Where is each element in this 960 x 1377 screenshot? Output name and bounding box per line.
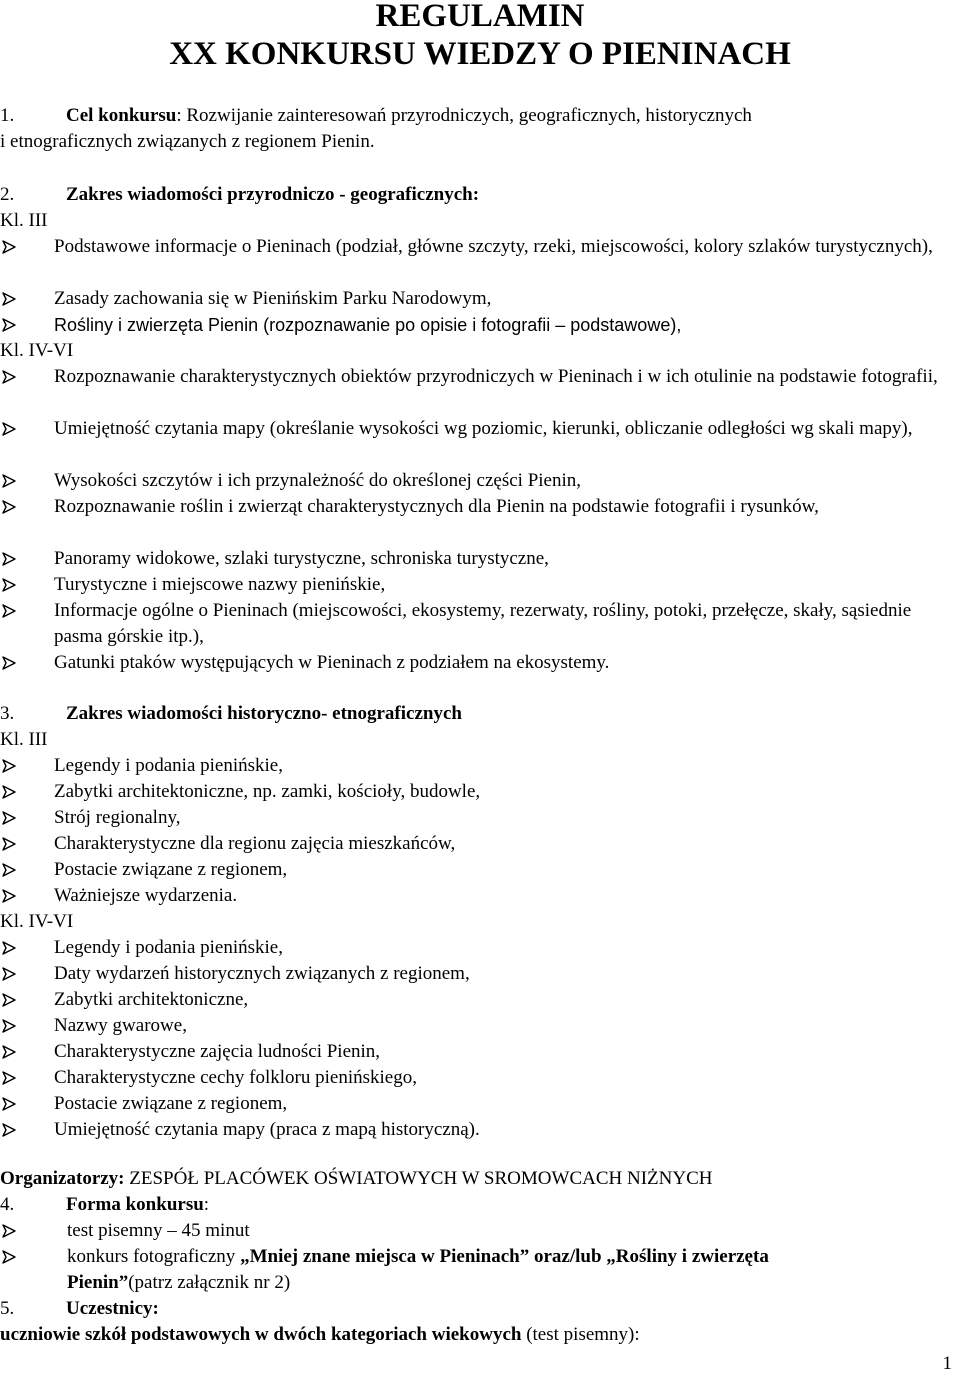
list-item bbox=[0, 364, 956, 416]
list-item bbox=[0, 416, 956, 468]
section-5-heading-line bbox=[0, 1296, 956, 1322]
arrow-bullet-icon bbox=[2, 1039, 24, 1059]
section-4-item-2-text bbox=[67, 1244, 956, 1296]
section-4-heading-line bbox=[0, 1192, 956, 1218]
section-4-item-1 bbox=[0, 1218, 956, 1244]
list-item bbox=[0, 494, 956, 546]
section-3-kl3-label: Kl. III bbox=[0, 729, 48, 750]
arrow-bullet-icon bbox=[2, 805, 24, 825]
list-item-text: Umiejętność czytania mapy (praca z mapą historyczną). bbox=[54, 1119, 480, 1140]
arrow-bullet-icon bbox=[2, 831, 24, 851]
arrow-bullet-icon bbox=[2, 935, 24, 955]
organizers-label: Organizatorzy: bbox=[0, 1168, 125, 1189]
section-3-number: 3. bbox=[0, 703, 15, 724]
arrow-bullet-icon bbox=[2, 546, 24, 566]
arrow-bullet-icon bbox=[2, 416, 24, 436]
section-3-heading-line bbox=[0, 701, 956, 727]
section-5-participants-bold: uczniowie szkół podstawowych w dwóch kategoriach wiekowych bbox=[0, 1324, 522, 1345]
arrow-bullet-icon bbox=[2, 753, 24, 773]
list-item-text: Rośliny i zwierzęta Pienin (rozpoznawanie po opisie i fotografii – podstawowe), bbox=[54, 315, 682, 335]
list-item-text: Zabytki architektoniczne, np. zamki, kościoły, budowle, bbox=[54, 781, 481, 802]
arrow-bullet-icon bbox=[2, 779, 24, 799]
list-item-text: Postacie związane z regionem, bbox=[54, 1093, 288, 1114]
page-number: 1 bbox=[942, 1353, 952, 1374]
list-item-text: Rozpoznawanie charakterystycznych obiektów przyrodniczych w Pieninach i w ich otulinie na podstawie fotografii, bbox=[54, 366, 938, 387]
arrow-bullet-icon bbox=[2, 312, 24, 332]
section-4-item-1-text: test pisemny – 45 minut bbox=[67, 1220, 250, 1241]
arrow-bullet-icon bbox=[2, 961, 24, 981]
section-4-label: Forma konkursu bbox=[66, 1194, 204, 1215]
list-item-text: Zasady zachowania się w Pienińskim Parku Narodowym, bbox=[54, 288, 492, 309]
list-item-text: Charakterystyczne zajęcia ludności Pienin, bbox=[54, 1041, 381, 1062]
section-5-participants-line bbox=[0, 1322, 956, 1348]
list-item-text: Umiejętność czytania mapy (określanie wysokości wg poziomic, kierunki, obliczanie odległości wg skali mapy), bbox=[54, 418, 913, 439]
list-item bbox=[0, 805, 956, 831]
title-line-1: REGULAMIN bbox=[375, 0, 585, 34]
list-item-text: Turystyczne i miejscowe nazwy pienińskie, bbox=[54, 574, 386, 595]
list-item bbox=[0, 831, 956, 857]
list-item bbox=[0, 572, 956, 598]
arrow-bullet-icon bbox=[2, 572, 24, 592]
section-2-kl3-label: Kl. III bbox=[0, 210, 48, 231]
arrow-bullet-icon bbox=[2, 1065, 24, 1085]
list-item bbox=[0, 468, 956, 494]
arrow-bullet-icon bbox=[2, 1244, 24, 1264]
section-4-item-2-bold-1: „Mniej znane miejsca w Pieninach” oraz/lub „Rośliny i zwierzęta bbox=[240, 1246, 769, 1267]
section-1-text-continued: i etnograficznych związanych z regionem Pienin. bbox=[0, 131, 375, 152]
list-item bbox=[0, 650, 956, 676]
arrow-bullet-icon bbox=[2, 598, 24, 618]
list-item-text: Postacie związane z regionem, bbox=[54, 859, 288, 880]
list-item bbox=[0, 234, 956, 286]
section-5-label: Uczestnicy: bbox=[66, 1298, 159, 1319]
list-item bbox=[0, 857, 956, 883]
section-3-kl46-label: Kl. IV-VI bbox=[0, 911, 74, 932]
arrow-bullet-icon bbox=[2, 364, 24, 384]
arrow-bullet-icon bbox=[2, 468, 24, 488]
list-item-text: Podstawowe informacje o Pieninach (podział, główne szczyty, rzeki, miejscowości, kolory szlaków turystycznych), bbox=[54, 236, 933, 257]
section-2-heading: Zakres wiadomości przyrodniczo - geograficznych: bbox=[66, 184, 480, 205]
list-item bbox=[0, 598, 956, 650]
section-2-number: 2. bbox=[0, 184, 15, 205]
list-item bbox=[0, 286, 956, 312]
section-1-line bbox=[0, 103, 956, 129]
section-2-kl46-label: Kl. IV-VI bbox=[0, 340, 74, 361]
list-item bbox=[0, 987, 956, 1013]
list-item-text: Charakterystyczne cechy folkloru pienińskiego, bbox=[54, 1067, 417, 1088]
arrow-bullet-icon bbox=[2, 494, 24, 514]
list-item-text: Informacje ogólne o Pieninach (miejscowości, ekosystemy, rezerwaty, rośliny, potoki, przełęcze, skały, sąsiednie pasma górskie itp.), bbox=[54, 600, 912, 647]
list-item bbox=[0, 779, 956, 805]
arrow-bullet-icon bbox=[2, 650, 24, 670]
list-item bbox=[0, 883, 956, 909]
list-item bbox=[0, 1065, 956, 1091]
list-item-text: Rozpoznawanie roślin i zwierząt charakterystycznych dla Pienin na podstawie fotografii i rysunków, bbox=[54, 496, 819, 517]
title-line-2: XX KONKURSU WIEDZY O PIENINACH bbox=[169, 36, 791, 72]
list-item-text: Legendy i podania pienińskie, bbox=[54, 755, 283, 776]
arrow-bullet-icon bbox=[2, 1117, 24, 1137]
list-item bbox=[0, 1091, 956, 1117]
list-item-text: Panoramy widokowe, szlaki turystyczne, schroniska turystyczne, bbox=[54, 548, 549, 569]
section-3-heading: Zakres wiadomości historyczno- etnograficznych bbox=[66, 703, 462, 724]
arrow-bullet-icon bbox=[2, 1091, 24, 1111]
list-item-text: Zabytki architektoniczne, bbox=[54, 989, 249, 1010]
list-item-text: Nazwy gwarowe, bbox=[54, 1015, 187, 1036]
list-item-text: Charakterystyczne dla regionu zajęcia mieszkańców, bbox=[54, 833, 456, 854]
list-item bbox=[0, 546, 956, 572]
arrow-bullet-icon bbox=[2, 234, 24, 254]
list-item-text: Daty wydarzeń historycznych związanych z regionem, bbox=[54, 963, 470, 984]
section-4-item-2-suffix: (patrz załącznik nr 2) bbox=[128, 1272, 291, 1293]
list-item-text: Wysokości szczytów i ich przynależność do określonej części Pienin, bbox=[54, 470, 581, 491]
arrow-bullet-icon bbox=[2, 883, 24, 903]
section-4-colon: : bbox=[203, 1194, 210, 1215]
list-item bbox=[0, 961, 956, 987]
section-1-text: : Rozwijanie zainteresowań przyrodniczych, geograficznych, historycznych bbox=[176, 105, 752, 126]
section-2-heading-line bbox=[0, 182, 956, 208]
list-item-text: Ważniejsze wydarzenia. bbox=[54, 885, 238, 906]
arrow-bullet-icon bbox=[2, 987, 24, 1007]
section-4-item-2 bbox=[0, 1244, 956, 1296]
list-item bbox=[0, 935, 956, 961]
list-item-text: Gatunki ptaków występujących w Pieninach z podziałem na ekosystemy. bbox=[54, 652, 610, 673]
list-item bbox=[0, 1117, 956, 1143]
list-item-text: Strój regionalny, bbox=[54, 807, 181, 828]
list-item bbox=[0, 1039, 956, 1065]
arrow-bullet-icon bbox=[2, 857, 24, 877]
arrow-bullet-icon bbox=[2, 286, 24, 306]
section-4-item-2-bold-2: Pienin” bbox=[67, 1272, 129, 1293]
arrow-bullet-icon bbox=[2, 1013, 24, 1033]
section-1-label: Cel konkursu bbox=[66, 105, 177, 126]
list-item bbox=[0, 312, 956, 338]
list-item-text: Legendy i podania pienińskie, bbox=[54, 937, 283, 958]
organizers-line bbox=[0, 1166, 956, 1192]
list-item bbox=[0, 753, 956, 779]
section-5-number: 5. bbox=[0, 1298, 15, 1319]
section-4-number: 4. bbox=[0, 1194, 15, 1215]
section-4-item-2-prefix: konkurs fotograficzny bbox=[67, 1246, 241, 1267]
organizers-text: ZESPÓŁ PLACÓWEK OŚWIATOWYCH W SROMOWCACH NIŻNYCH bbox=[124, 1168, 713, 1189]
arrow-bullet-icon bbox=[2, 1218, 24, 1238]
section-1-number: 1. bbox=[0, 105, 15, 126]
section-5-participants-rest: (test pisemny): bbox=[521, 1324, 640, 1345]
list-item bbox=[0, 1013, 956, 1039]
